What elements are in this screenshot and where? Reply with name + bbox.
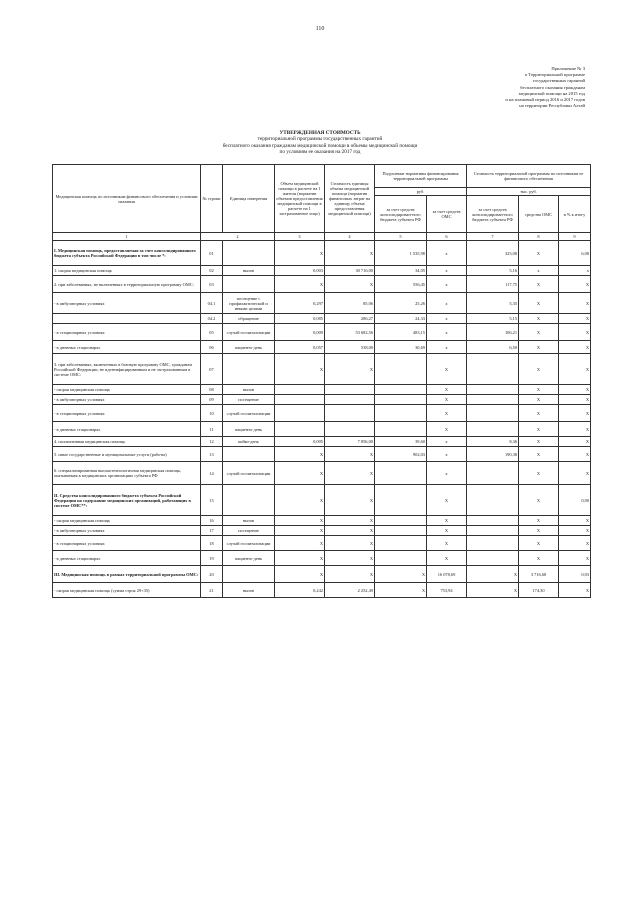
table-cell-line: 12 (201, 437, 223, 447)
table-cell-v4 (325, 395, 375, 405)
table-cell-v6: x (427, 266, 467, 276)
table-cell-v4: X (325, 485, 375, 516)
table-cell-name: - в дневных стационарах (53, 422, 201, 437)
table-cell-line: 15 (201, 485, 223, 516)
table-cell-unit: вызов (223, 516, 275, 526)
table-cell-line: 02 (201, 266, 223, 276)
header-oms: за счет средств ОМС (427, 196, 467, 233)
column-number: 7 (467, 233, 519, 241)
table-cell-v6: X (427, 551, 467, 566)
table-cell-v7: 5,15 (467, 314, 519, 324)
table-cell-v7 (467, 405, 519, 422)
table-cell-v4: X (325, 276, 375, 293)
table-cell-name (53, 314, 201, 324)
table-cell-unit: посещение (223, 526, 275, 536)
table-cell-unit: пациенто-день (223, 422, 275, 437)
table-cell-v5: X (375, 566, 427, 583)
table-cell-v8: X (519, 341, 559, 354)
page-number: 110 (315, 26, 325, 32)
table-row (53, 447, 591, 462)
table-cell-name: 4. паллиативная медицинская помощь (53, 437, 201, 447)
column-number: 2 (201, 233, 275, 241)
table-row (53, 485, 591, 516)
table-cell-v8: X (519, 447, 559, 462)
table-cell-unit: вызов (223, 266, 275, 276)
table-cell-v7 (467, 354, 519, 385)
table-cell-v7: 117,75 (467, 276, 519, 293)
table-cell-v3: X (275, 536, 325, 551)
table-cell-name: - в стационарных условиях (53, 405, 201, 422)
table-cell-name: - в амбулаторных условиях (53, 526, 201, 536)
table-cell-line: 01 (201, 241, 223, 266)
table-cell-v3: 0,242 (275, 583, 325, 598)
table-cell-v4: X (325, 526, 375, 536)
table-cell-v6: X (427, 526, 467, 536)
table-cell-line: 14 (201, 462, 223, 485)
table-cell-name: - скорая медицинская помощь (сумма строк 29+35) (53, 583, 201, 598)
table-cell-name: - в стационарных условиях (53, 536, 201, 551)
table-cell-v4: 30 716,00 (325, 266, 375, 276)
table-cell-v9: 6,08 (559, 241, 591, 266)
table-cell-name: - в стационарных условиях (53, 324, 201, 341)
table-cell-name: 1. скорая медицинская помощь (53, 266, 201, 276)
table-cell-v3: X (275, 516, 325, 526)
table-cell-name: - в дневных стационарах (53, 341, 201, 354)
table-cell-v8: X (519, 314, 559, 324)
table-cell-v3: X (275, 276, 325, 293)
header-norm-group: Подушевые нормативы финансирования территориальной программы (375, 165, 467, 188)
table-cell-v7 (467, 462, 519, 485)
table-cell-v8: X (519, 422, 559, 437)
table-cell-v7: 6,50 (467, 341, 519, 354)
table-cell-v5: 483,15 (375, 324, 427, 341)
table-cell-v9: X (559, 422, 591, 437)
table-cell-v9: X (559, 276, 591, 293)
table-cell-unit (223, 447, 275, 462)
header-cost-unit: тыс. руб. (467, 188, 591, 196)
table-cell-line: 05 (201, 324, 223, 341)
table-cell-v5 (375, 405, 427, 422)
table-cell-unit: пациенто-день (223, 341, 275, 354)
table-cell-v9: x (559, 266, 591, 276)
table-cell-v3: 0,057 (275, 341, 325, 354)
header-source: Медицинская помощь по источникам финансового обеспечения и условиям оказания (53, 165, 201, 233)
table-cell-v4: X (325, 354, 375, 385)
table-cell-v5: 30,69 (375, 341, 427, 354)
appendix-header (355, 66, 585, 109)
table-row (53, 526, 591, 536)
table-cell-name: I. Медицинская помощь, предоставляемая за счет консолидированного бюджета субъекта Российской Федерации в том числе *: (53, 241, 201, 266)
column-number: 1 (53, 233, 201, 241)
table-cell-v3: X (275, 526, 325, 536)
table-cell-unit: посещение (223, 395, 275, 405)
table-cell-v3: X (275, 447, 325, 462)
table-cell-unit: обращение (223, 314, 275, 324)
table-cell-v4: X (325, 551, 375, 566)
table-cell-name: - в амбулаторных условиях (53, 293, 201, 314)
table-row (53, 314, 591, 324)
table-cell-v3: 0,003 (275, 266, 325, 276)
table-cell-v3 (275, 422, 325, 437)
table-row (53, 405, 591, 422)
header-percent: в % к итогу (559, 196, 591, 233)
table-cell-v4: X (325, 536, 375, 551)
table-cell-v5 (375, 462, 427, 485)
table-cell-v3: X (275, 485, 325, 516)
table-cell-v6: x (427, 241, 467, 266)
table-cell-v3: 0,297 (275, 293, 325, 314)
table-cell-v5: 556,45 (375, 276, 427, 293)
table-cell-unit: случай госпитализации (223, 462, 275, 485)
table-cell-v8: X (519, 241, 559, 266)
table-cell-v9: X (559, 536, 591, 551)
table-row (53, 536, 591, 551)
table-cell-v5: 25,26 (375, 293, 427, 314)
table-cell-v6: X (427, 395, 467, 405)
table-cell-v4: 85,06 (325, 293, 375, 314)
table-cell-line: 04.1 (201, 293, 223, 314)
table-cell-v8: X (519, 354, 559, 385)
table-cell-v5: 34,05 (375, 266, 427, 276)
table-row (53, 266, 591, 276)
table-cell-v5: 1 535,98 (375, 241, 427, 266)
table-cell-line: 08 (201, 385, 223, 395)
table-cell-v8: X (519, 526, 559, 536)
table-cell-v5 (375, 551, 427, 566)
table-cell-v8: X (519, 485, 559, 516)
table-cell-v6: x (427, 341, 467, 354)
table-cell-name: 2. при заболеваниях, не включенных в территориальную программу ОМС: (53, 276, 201, 293)
table-cell-v7: 106,21 (467, 324, 519, 341)
header-volume: Объем медицинской помощи в расчете на 1 жителя (норматив объемов предоставления медицинской помощи в расчете на 1 застрахованное лицо) (275, 165, 325, 233)
table-row (53, 551, 591, 566)
table-cell-v9: X (559, 462, 591, 485)
table-cell-line: 10 (201, 405, 223, 422)
table-cell-v5: 24,33 (375, 314, 427, 324)
title-line: бесплатного оказания гражданам медицинской помощи в объемы медицинской помощи (222, 142, 418, 149)
table-cell-name: III. Медицинская помощь в рамках территориальной программы ОМС: (53, 566, 201, 583)
table-cell-v6: X (427, 485, 467, 516)
table-cell-name: - в дневных стационарах (53, 551, 201, 566)
table-cell-line: 06 (201, 341, 223, 354)
appendix-line: бесплатного оказания гражданам (520, 84, 585, 90)
table-cell-unit: случай госпитализации (223, 405, 275, 422)
table-cell-line: 11 (201, 422, 223, 437)
table-cell-name: - скорая медицинская помощь (53, 385, 201, 395)
table-cell-line: 21 (201, 583, 223, 598)
column-number: 3 (275, 233, 325, 241)
header-line: № строки (201, 165, 223, 233)
table-cell-v7 (467, 551, 519, 566)
table-cell-v4: 538,00 (325, 341, 375, 354)
table-cell-v5 (375, 395, 427, 405)
table-cell-v7: 190,38 (467, 447, 519, 462)
appendix-line: на территории Республики Алтай (519, 103, 585, 109)
table-cell-v3: 0,005 (275, 437, 325, 447)
table-cell-v3: X (275, 241, 325, 266)
table-cell-v6: X (427, 536, 467, 551)
table-cell-v5 (375, 422, 427, 437)
table-cell-v4: 53 682,56 (325, 324, 375, 341)
header-cost-oms: средства ОМС (519, 196, 559, 233)
table-cell-v5 (375, 354, 427, 385)
table-cell-unit: вызов (223, 583, 275, 598)
table-cell-unit (223, 485, 275, 516)
table-cell-v9: X (559, 516, 591, 526)
column-number: 8 (519, 233, 559, 241)
table-cell-v5: 902,03 (375, 447, 427, 462)
table-cell-v9: 0,00 (559, 485, 591, 516)
table-cell-line: 17 (201, 526, 223, 536)
table-cell-name: II. Средства консолидированного бюджета субъекта Российской Федерации на содержание медицинских организаций, работающих в системе ОМС**: (53, 485, 201, 516)
table-cell-v4: X (325, 447, 375, 462)
table-row (53, 385, 591, 395)
header-norm-unit: руб. (375, 188, 467, 196)
document-title (60, 130, 580, 156)
table-row (53, 583, 591, 598)
table-cell-v3: X (275, 566, 325, 583)
table-cell-v7: 325,08 (467, 241, 519, 266)
table-cell-v8: x (519, 266, 559, 276)
table-cell-name: - в амбулаторных условиях (53, 395, 201, 405)
table-cell-line: 03 (201, 276, 223, 293)
table-cell-v6: x (427, 437, 467, 447)
table-cell-v9: X (559, 354, 591, 385)
table-row (53, 516, 591, 526)
cost-table (52, 164, 591, 598)
table-row (53, 462, 591, 485)
title-line: территориальной программы государственных гарантий (257, 136, 383, 143)
table-cell-v8: X (519, 551, 559, 566)
table-cell-unit: посещение с профилактической и иными целями (223, 293, 275, 314)
table-cell-v8: X (519, 324, 559, 341)
appendix-line: и на плановый период 2016 и 2017 годов (505, 97, 585, 103)
table-cell-v6: X (427, 354, 467, 385)
table-cell-v7: X (467, 566, 519, 583)
table-cell-v4: X (325, 241, 375, 266)
table-cell-v6: x (427, 314, 467, 324)
table-cell-unit (223, 241, 275, 266)
title-line: по условиям ее оказания на 2017 год (279, 149, 361, 156)
table-cell-v9: X (559, 583, 591, 598)
table-cell-unit: койко-день (223, 437, 275, 447)
column-number: 5 (375, 233, 427, 241)
table-cell-v9: X (559, 526, 591, 536)
table-cell-v7: 8,36 (467, 437, 519, 447)
table-cell-v7 (467, 385, 519, 395)
header-cost-group: Стоимость территориальной программы по источникам ее финансового обеспечения (467, 165, 591, 188)
table-cell-v9: X (559, 447, 591, 462)
table-cell-unit: вызов (223, 385, 275, 395)
table-cell-v3: X (275, 551, 325, 566)
table-cell-v3: X (275, 462, 325, 485)
table-cell-v7 (467, 536, 519, 551)
column-number: 6 (427, 233, 467, 241)
table-cell-v5 (375, 385, 427, 395)
column-number-row (53, 233, 591, 241)
table-cell-v7 (467, 395, 519, 405)
table-cell-v9: X (559, 324, 591, 341)
table-cell-v6: X (427, 385, 467, 395)
table-cell-v8: X (519, 462, 559, 485)
table-cell-v7: X (467, 583, 519, 598)
table-cell-v3: 0,085 (275, 314, 325, 324)
table-cell-unit (223, 566, 275, 583)
table-cell-unit (223, 276, 275, 293)
table-cell-v7 (467, 485, 519, 516)
table-cell-v9: X (559, 395, 591, 405)
table-cell-v8: 174,30 (519, 583, 559, 598)
table-cell-v3 (275, 405, 325, 422)
table-cell-v4 (325, 385, 375, 395)
table-cell-v6: x (427, 462, 467, 485)
table-cell-v8: X (519, 437, 559, 447)
table-cell-v8: X (519, 405, 559, 422)
table-cell-v9: X (559, 385, 591, 395)
table-cell-line: 18 (201, 536, 223, 551)
table-cell-line: 19 (201, 551, 223, 566)
table-cell-v9: X (559, 437, 591, 447)
column-number: 4 (325, 233, 375, 241)
table-cell-v4: 7 856,00 (325, 437, 375, 447)
table-cell-v5: X (375, 583, 427, 598)
table-cell-v6: X (427, 405, 467, 422)
table-cell-unit: случай госпитализации (223, 324, 275, 341)
table-row (53, 276, 591, 293)
table-cell-line: 04.2 (201, 314, 223, 324)
table-cell-v8: X (519, 395, 559, 405)
table-cell-v8: X (519, 293, 559, 314)
table-cell-line: 09 (201, 395, 223, 405)
table-cell-v9: 0,03 (559, 566, 591, 583)
table-cell-v7: 5,16 (467, 266, 519, 276)
table-cell-v5 (375, 516, 427, 526)
table-row (53, 566, 591, 583)
table-cell-v9: X (559, 405, 591, 422)
table-cell-v5 (375, 526, 427, 536)
table-cell-v6: x (427, 324, 467, 341)
table-cell-v4: X (325, 566, 375, 583)
table-cell-v4: X (325, 462, 375, 485)
table-cell-v6: X (427, 516, 467, 526)
header-budget: за счет средств консолидирован-ного бюджета субъекта РФ (375, 196, 427, 233)
table-cell-v8: 3 716,68 (519, 566, 559, 583)
table-row (53, 437, 591, 447)
table-cell-line: 20 (201, 566, 223, 583)
table-row (53, 422, 591, 437)
table-cell-v3 (275, 395, 325, 405)
table-cell-v5 (375, 485, 427, 516)
table-cell-v3: 0,009 (275, 324, 325, 341)
table-cell-name: 5. иные государственные и муниципальные услуги (работы) (53, 447, 201, 462)
table-cell-v4: X (325, 516, 375, 526)
table-cell-v6: x (427, 447, 467, 462)
table-cell-v7: 5,35 (467, 293, 519, 314)
table-cell-v9: X (559, 551, 591, 566)
table-cell-v6: 16 078,69 (427, 566, 467, 583)
title-line: УТВЕРЖДЕННАЯ СТОИМОСТЬ (279, 130, 361, 136)
table-row (53, 324, 591, 341)
table-cell-unit: случай госпитализации (223, 536, 275, 551)
table-cell-v9: X (559, 341, 591, 354)
column-number: 9 (559, 233, 591, 241)
table-cell-v6: x (427, 293, 467, 314)
table-row (53, 395, 591, 405)
table-cell-v9: X (559, 314, 591, 324)
table-cell-v8: X (519, 385, 559, 395)
table-cell-v3 (275, 385, 325, 395)
appendix-line: медицинской помощи на 2015 год (518, 90, 585, 96)
header-cost-budget: за счет средств консолидирован-ного бюджета субъекта РФ (467, 196, 519, 233)
table-row (53, 293, 591, 314)
appendix-line: к Территориальной программе (524, 72, 585, 78)
table-cell-unit (223, 354, 275, 385)
table-cell-v6: 753,94 (427, 583, 467, 598)
appendix-line: государственных гарантий (532, 78, 585, 84)
table-row (53, 341, 591, 354)
table-cell-v5 (375, 536, 427, 551)
table-cell-v9: X (559, 293, 591, 314)
table-cell-name: - скорая медицинская помощь (53, 516, 201, 526)
table-cell-line: 16 (201, 516, 223, 526)
table-cell-name: 3. при заболеваниях, включенных в базовую программу ОМС, гражданам Российской Федерации, не идентифицированным и не застрахованным в системе ОМС: (53, 354, 201, 385)
table-cell-name: 6. специализированная высокотехнологичная медицинская помощь, оказываемая в медицинских организациях субъекта РФ (53, 462, 201, 485)
header-cost: Стоимость единицы объема медицинской помощи (норматив финансовых затрат на единицу объема предоставления медицинской помощи) (325, 165, 375, 233)
table-cell-line: 07 (201, 354, 223, 385)
table-cell-line: 13 (201, 447, 223, 462)
table-cell-v8: X (519, 276, 559, 293)
table-cell-v3: X (275, 354, 325, 385)
table-cell-v4 (325, 405, 375, 422)
table-cell-v7 (467, 422, 519, 437)
table-cell-v4 (325, 422, 375, 437)
table-cell-v4: 286,27 (325, 314, 375, 324)
table-cell-v6: x (427, 276, 467, 293)
table-cell-v7 (467, 526, 519, 536)
table-cell-v8: X (519, 536, 559, 551)
header-unit: Единица измерения (223, 165, 275, 233)
table-row (53, 354, 591, 385)
table-cell-v4: 2 252,49 (325, 583, 375, 598)
table-row (53, 241, 591, 266)
table-cell-v8: X (519, 516, 559, 526)
table-cell-unit: пациенто-день (223, 551, 275, 566)
table-cell-v7 (467, 516, 519, 526)
appendix-line: Приложение № 3 (551, 66, 585, 71)
table-cell-v6: X (427, 422, 467, 437)
table-cell-v5: 39,60 (375, 437, 427, 447)
